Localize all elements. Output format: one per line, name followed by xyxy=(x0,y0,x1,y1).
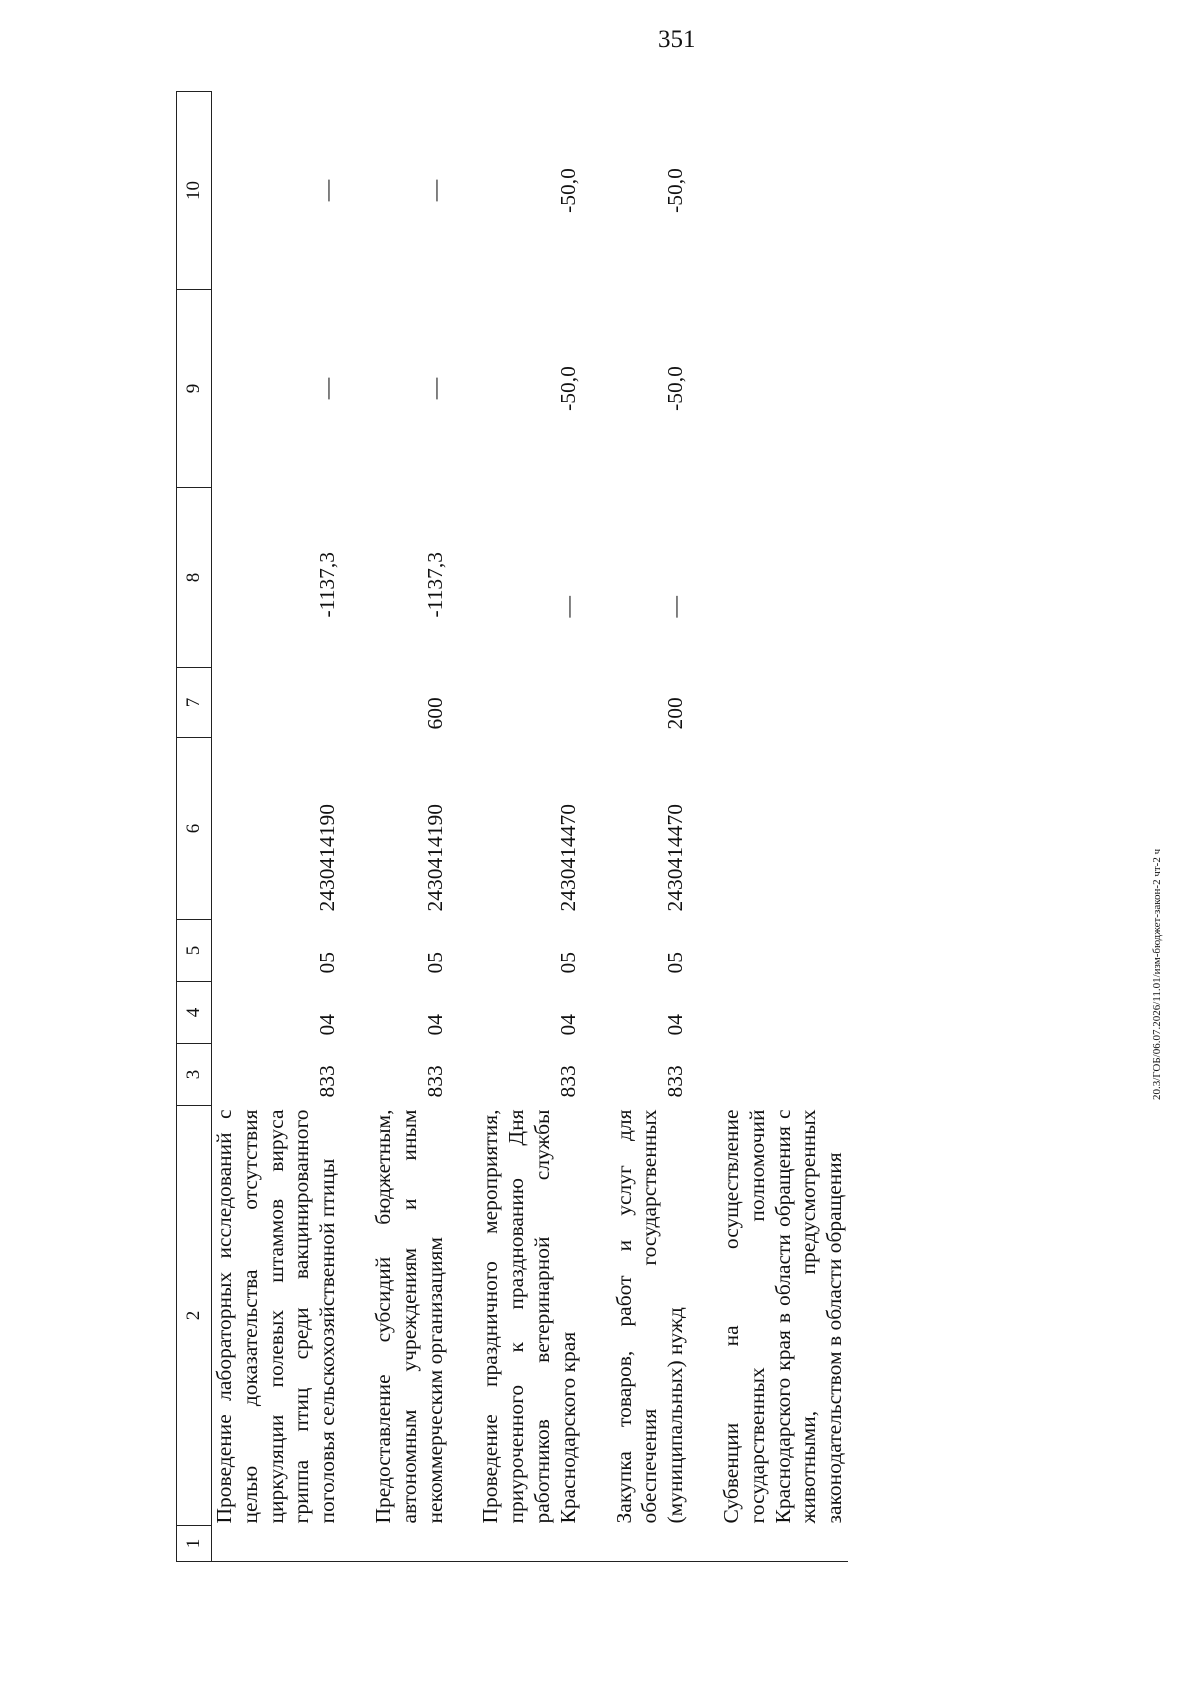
row-c6: 2430414190 xyxy=(422,804,447,912)
row-c3: 833 xyxy=(422,1065,447,1098)
header-col-1: 1 xyxy=(177,1526,212,1562)
row-c10: -50,0 xyxy=(663,168,688,213)
row-index-cell xyxy=(371,1526,448,1562)
row-index-cell xyxy=(478,1526,581,1562)
row-c9 xyxy=(719,290,848,488)
row-c7: 200 xyxy=(663,697,688,730)
header-col-8: 8 xyxy=(177,488,212,668)
row-index-cell xyxy=(212,1526,341,1562)
row-c10: — xyxy=(422,179,447,202)
row-c4: 04 xyxy=(315,1014,340,1036)
header-col-2: 2 xyxy=(177,1106,212,1526)
row-c9: -50,0 xyxy=(663,366,688,411)
row-c5: 05 xyxy=(315,952,340,974)
row-c8: — xyxy=(555,596,580,618)
row-name: Проведение праздничного мероприятия, приуроченного к празднованию Дня работников ветеринарной службы Краснодарского края xyxy=(478,1109,580,1524)
row-name: Субвенции на осуществление государственных полномочий Краснодарского края в области обращения с животными, предусмотренных законодательством в области обращения xyxy=(718,1109,847,1524)
header-col-3: 3 xyxy=(177,1044,212,1106)
document-footer-code: 20.3/ГОБ/06.07.2026/11.01/изм-бюджет-закон-2 чт-2 ч xyxy=(1151,848,1163,1100)
row-c7: 600 xyxy=(422,697,447,730)
row-c4 xyxy=(719,982,848,1044)
row-c7 xyxy=(719,668,848,738)
row-c9: -50,0 xyxy=(555,366,580,411)
table-header-row xyxy=(177,92,212,1562)
row-index-cell xyxy=(719,1526,848,1562)
row-c9: — xyxy=(315,377,340,400)
row-c8: — xyxy=(663,596,688,618)
row-c8: -1137,3 xyxy=(422,552,447,618)
row-c3: 833 xyxy=(663,1065,688,1098)
row-c10: — xyxy=(315,179,340,202)
row-c10: -50,0 xyxy=(555,168,580,213)
row-c6: 2430414190 xyxy=(315,804,340,912)
rotated-table-container xyxy=(176,92,1056,1562)
row-c5 xyxy=(719,920,848,982)
header-col-4: 4 xyxy=(177,982,212,1044)
row-c4: 04 xyxy=(555,1014,580,1036)
row-c4: 04 xyxy=(663,1014,688,1036)
table-row xyxy=(478,92,581,1562)
table-row xyxy=(719,92,848,1562)
row-name: Проведение лабораторных исследований с целью доказательства отсутствия циркуляции полевых штаммов вируса гриппа птиц среди вакцинированного поголовья сельскохозяйственной птицы xyxy=(212,1109,340,1524)
row-c4: 04 xyxy=(422,1014,447,1036)
row-c6: 2430414470 xyxy=(555,804,580,912)
table-row xyxy=(371,92,448,1562)
row-c9: — xyxy=(422,377,447,400)
row-c6 xyxy=(719,738,848,920)
row-c8 xyxy=(719,488,848,668)
row-name: Предоставление субсидий бюджетным, автономным учреждениям и иным некоммерческим организациям xyxy=(370,1109,447,1524)
row-index-cell xyxy=(612,1526,689,1562)
row-c10 xyxy=(719,92,848,290)
row-c6: 2430414470 xyxy=(663,804,688,912)
row-c3: 833 xyxy=(555,1065,580,1098)
row-c7 xyxy=(212,668,341,738)
header-col-9: 9 xyxy=(177,290,212,488)
row-c8: -1137,3 xyxy=(315,552,340,618)
table-row xyxy=(212,92,341,1562)
page-number: 351 xyxy=(658,26,696,53)
row-c5: 05 xyxy=(663,952,688,974)
header-col-6: 6 xyxy=(177,738,212,920)
header-col-10: 10 xyxy=(177,92,212,290)
header-col-7: 7 xyxy=(177,668,212,738)
row-c3: 833 xyxy=(315,1065,340,1098)
row-c7 xyxy=(478,668,581,738)
header-col-5: 5 xyxy=(177,920,212,982)
table-row xyxy=(612,92,689,1562)
row-name: Закупка товаров, работ и услуг для обеспечения государственных (муниципальных) нужд xyxy=(611,1109,688,1524)
row-c5: 05 xyxy=(422,952,447,974)
row-c5: 05 xyxy=(555,952,580,974)
budget-table xyxy=(176,91,848,1562)
row-c3 xyxy=(719,1044,848,1106)
